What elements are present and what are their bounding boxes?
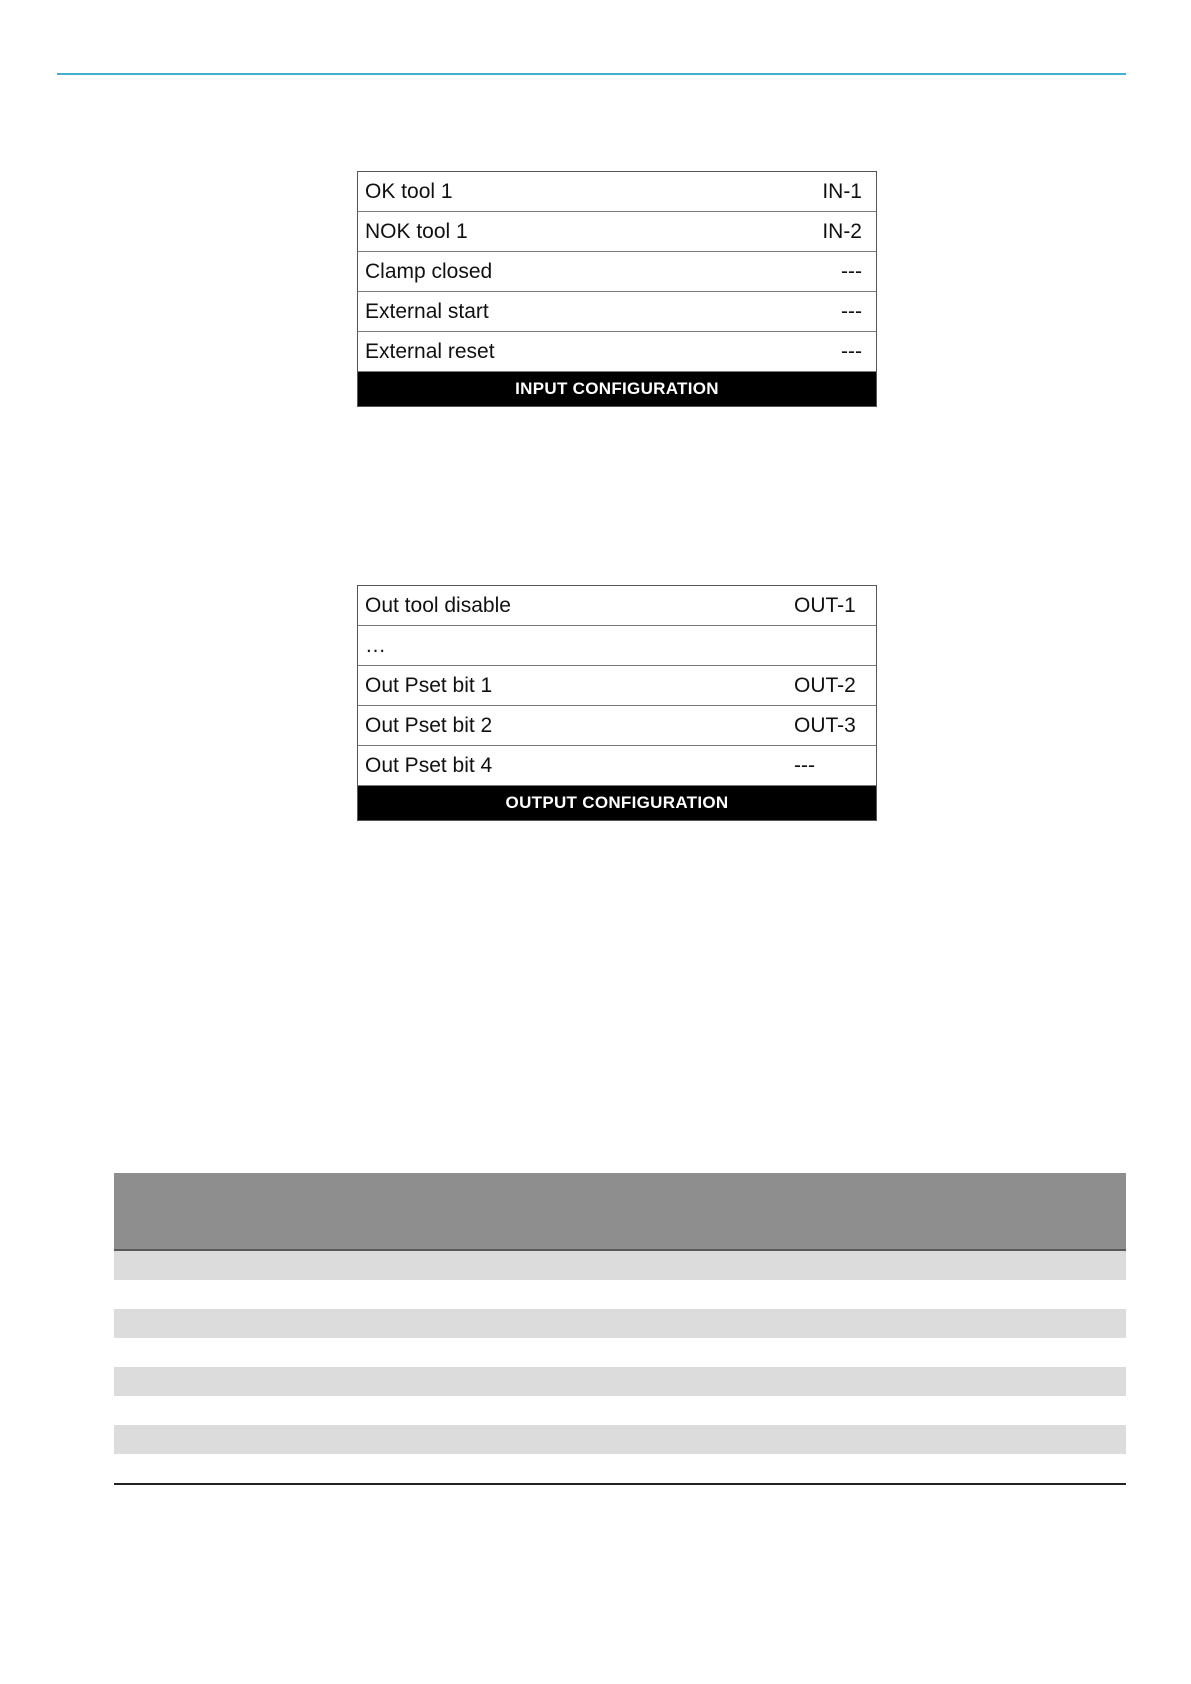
row-label: … <box>365 633 386 657</box>
row-value: --- <box>841 259 862 283</box>
input-row-ok-tool[interactable] <box>358 172 876 212</box>
row-value: IN-1 <box>822 179 862 203</box>
output-row-pset-bit-1[interactable] <box>358 666 876 706</box>
row-label: Out tool disable <box>365 593 511 617</box>
table-row <box>114 1396 1126 1425</box>
table-row <box>114 1280 1126 1309</box>
row-value: OUT-3 <box>794 713 856 737</box>
output-row-pset-bit-4[interactable] <box>358 746 876 786</box>
table-header-cell <box>872 1173 1126 1250</box>
output-row-ellipsis[interactable] <box>358 626 876 666</box>
input-row-clamp-closed[interactable] <box>358 252 876 292</box>
input-row-external-reset[interactable] <box>358 332 876 372</box>
table-header-cell <box>619 1173 872 1250</box>
row-value: IN-2 <box>822 219 862 243</box>
output-row-tool-disable[interactable] <box>358 586 876 626</box>
row-label: Out Pset bit 1 <box>365 673 493 697</box>
output-configuration-panel <box>357 585 877 821</box>
table-row <box>114 1309 1126 1338</box>
table-row <box>114 1250 1126 1280</box>
input-configuration-title: INPUT CONFIGURATION <box>358 372 876 406</box>
row-label: Clamp closed <box>365 259 493 283</box>
output-row-pset-bit-2[interactable] <box>358 706 876 746</box>
header-rule <box>57 73 1126 75</box>
input-row-nok-tool[interactable] <box>358 212 876 252</box>
row-value: --- <box>841 299 862 323</box>
row-label: Out Pset bit 4 <box>365 753 493 777</box>
table-header-cell <box>114 1173 619 1250</box>
table-row <box>114 1367 1126 1396</box>
row-value: OUT-2 <box>794 673 856 697</box>
table-row <box>114 1338 1126 1367</box>
row-value: --- <box>794 753 815 777</box>
row-label: External start <box>365 299 489 323</box>
row-label: External reset <box>365 339 495 363</box>
row-value: OUT-1 <box>794 593 856 617</box>
row-label: NOK tool 1 <box>365 219 468 243</box>
row-value: --- <box>841 339 862 363</box>
empty-table <box>114 1173 1126 1485</box>
row-label: OK tool 1 <box>365 179 453 203</box>
input-row-external-start[interactable] <box>358 292 876 332</box>
input-configuration-panel <box>357 171 877 407</box>
table-row <box>114 1454 1126 1484</box>
table-header-row <box>114 1173 1126 1250</box>
output-configuration-title: OUTPUT CONFIGURATION <box>358 786 876 820</box>
row-label: Out Pset bit 2 <box>365 713 493 737</box>
table-row <box>114 1425 1126 1454</box>
